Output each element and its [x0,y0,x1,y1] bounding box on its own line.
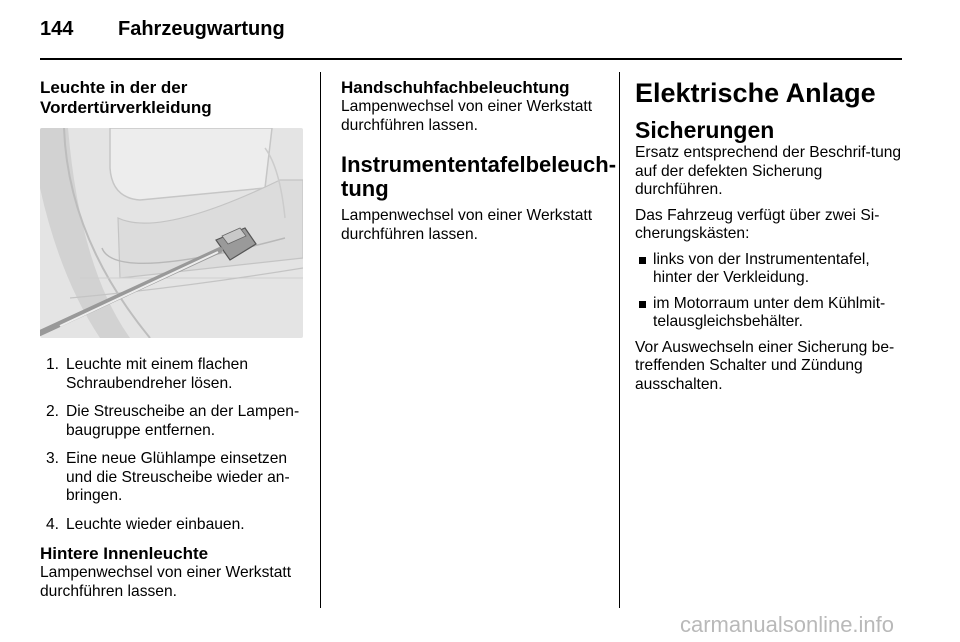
page-number: 144 [40,18,74,40]
bullet-square-icon [639,301,646,308]
column-divider-1 [320,72,321,608]
step-text: Leuchte wieder einbauen. [66,515,245,533]
door-light-heading [40,78,306,118]
step-item [40,516,306,535]
fuses-heading: Sicherungen [635,117,775,143]
panel-light-heading [341,152,617,201]
step-number: 4. [46,515,60,533]
list-item-text: links von der Instrumententafel, hinter der Verkleidung. [653,250,870,286]
step-item [40,356,306,393]
list-item [635,251,905,288]
fuses-paragraph-2: Das Fahrzeug verfügt über zwei Si-cherungskästen: [635,206,880,242]
step-number: 1. [46,356,60,373]
step-text: Leuchte mit einem flachen Schraubendreher lösen. [66,356,249,392]
column-2 [341,78,617,244]
list-item-text: im Motorraum unter dem Kühlmit-telausgleichsbehälter. [653,294,886,330]
glovebox-text: Lampenwechsel von einer Werkstatt durchführen lassen. [341,98,593,134]
panel-light-text: Lampenwechsel von einer Werkstatt durchführen lassen. [341,207,593,243]
replacement-steps [40,356,306,534]
door-light-heading-line1: Leuchte in der der [40,78,188,97]
step-number: 3. [46,450,60,467]
fuse-box-list [635,251,905,332]
column-3 [635,78,905,394]
rear-light-text: Lampenwechsel von einer Werkstatt durchführen lassen. [40,564,292,600]
step-text: Eine neue Glühlampe einsetzen und die Streuscheibe wieder an-bringen. [66,450,290,504]
step-text: Die Streuscheibe an der Lampen-baugruppe entfernen. [66,403,300,439]
column-divider-2 [619,72,620,608]
chapter-title: Fahrzeugwartung [118,18,285,40]
fuses-paragraph-1: Ersatz entsprechend der Beschrif-tung auf der defekten Sicherung durchführen. [635,144,902,198]
step-item [40,450,306,506]
watermark: carmanualsonline.info [680,612,895,637]
door-light-heading-line2: Vordertürverkleidung [40,98,212,117]
page-header [40,18,920,48]
list-item [635,295,905,332]
step-number: 2. [46,403,60,420]
glovebox-heading: Handschuhfachbeleuchtung [341,78,570,97]
column-1 [40,78,306,601]
fuses-paragraph-3: Vor Auswechseln einer Sicherung be-treffenden Schalter und Zündung ausschalten. [635,338,895,393]
rear-light-heading: Hintere Innenleuchte [40,544,209,563]
panel-light-heading-line1: Instrumententafelbeleuch- [341,152,617,177]
step-item [40,403,306,440]
door-trim-light-illustration [40,128,303,338]
bullet-square-icon [639,257,646,264]
header-rule [40,58,902,60]
panel-light-heading-line2: tung [341,176,389,201]
section-title: Elektrische Anlage [635,78,876,108]
